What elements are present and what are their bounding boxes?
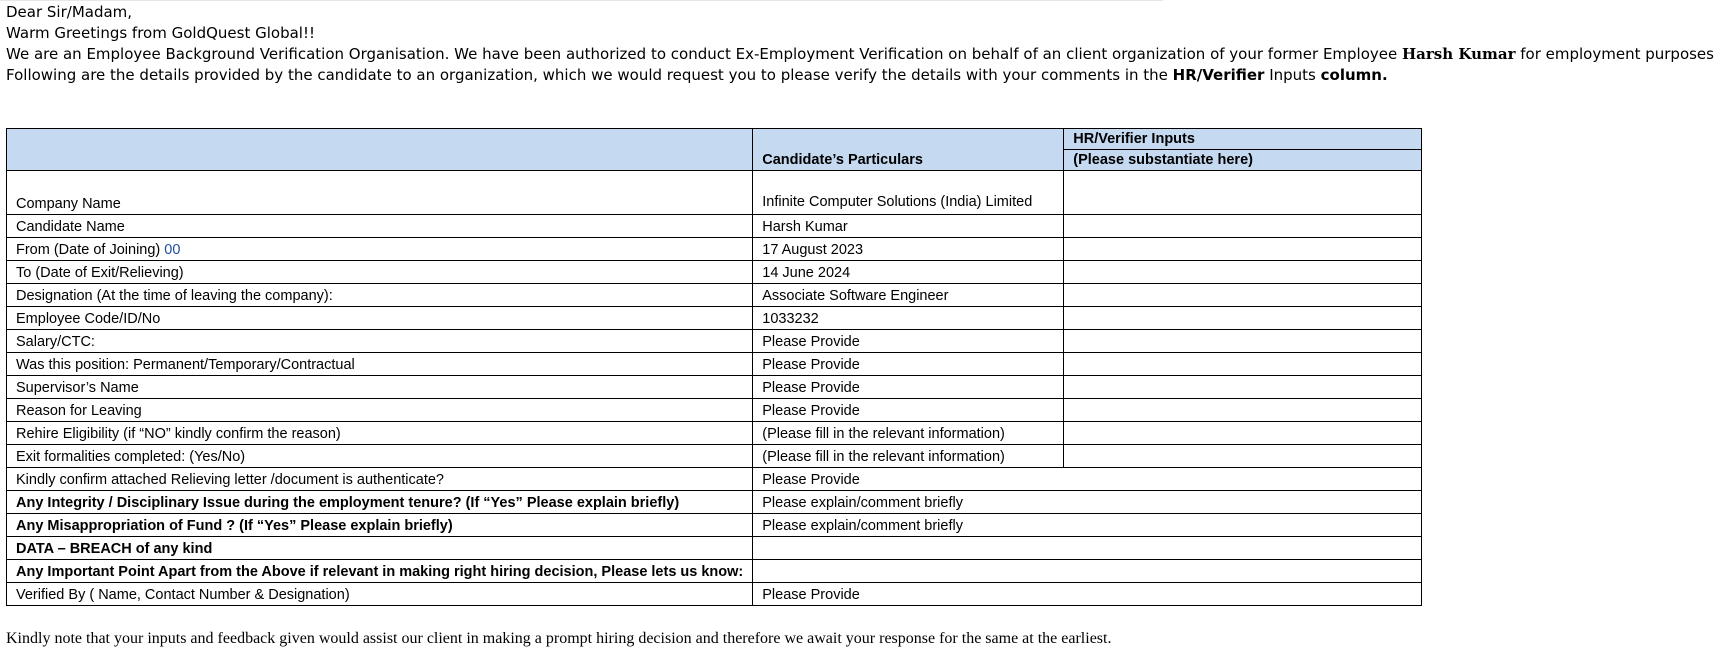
row-hr-input[interactable] xyxy=(1064,353,1422,376)
row-hr-input[interactable] xyxy=(1064,330,1422,353)
row-candidate-value: Please explain/comment briefly xyxy=(753,491,1422,514)
row-label-text: Supervisor’s Name xyxy=(16,380,139,396)
row-label xyxy=(7,468,753,491)
table-row xyxy=(7,491,1422,514)
row-candidate-value: 17 August 2023 xyxy=(753,238,1064,261)
row-candidate-value xyxy=(753,560,1422,583)
row-label xyxy=(7,399,753,422)
header-hr-substantiate: (Please substantiate here) xyxy=(1064,150,1422,171)
row-label xyxy=(7,238,753,261)
row-hr-input[interactable] xyxy=(1064,422,1422,445)
row-label-text: Rehire Eligibility (if “NO” kindly confirm the reason) xyxy=(16,426,341,442)
row-label xyxy=(7,422,753,445)
row-label-text: Employee Code/ID/No xyxy=(16,311,161,327)
table-row xyxy=(7,376,1422,399)
table-row xyxy=(7,445,1422,468)
closing-note: Kindly note that your inputs and feedback given would assist our client in making a prompt hiring decision and therefore we await your response for the same at the earliest. xyxy=(6,630,1112,647)
greeting: Warm Greetings from GoldQuest Global!! xyxy=(6,24,315,42)
para2-column: column. xyxy=(1320,66,1388,84)
table-row xyxy=(7,307,1422,330)
row-label xyxy=(7,445,753,468)
row-candidate-value: Please Provide xyxy=(753,583,1422,606)
para2-text: Following are the details provided by the candidate to an organization, which we would request you to please verify the details with your comments in the xyxy=(6,66,1173,84)
table-row xyxy=(7,330,1422,353)
table-row xyxy=(7,353,1422,376)
intro-paragraph-1 xyxy=(6,44,1714,65)
row-label xyxy=(7,261,753,284)
table-row xyxy=(7,284,1422,307)
table-row xyxy=(7,537,1422,560)
row-label-text: DATA – BREACH of any kind xyxy=(16,541,213,557)
row-candidate-value: (Please fill in the relevant information) xyxy=(753,445,1064,468)
row-label xyxy=(7,537,753,560)
row-label-text: Exit formalities completed: (Yes/No) xyxy=(16,449,246,465)
row-label-text: Any Important Point Apart from the Above if relevant in making right hiring decision, Please lets us know: xyxy=(16,564,744,580)
salutation: Dear Sir/Madam, xyxy=(6,3,133,21)
verification-table xyxy=(6,128,1422,606)
row-hr-input[interactable] xyxy=(1064,399,1422,422)
table-row xyxy=(7,468,1422,491)
table-header-row-1 xyxy=(7,129,1422,150)
row-candidate-value: Harsh Kumar xyxy=(753,215,1064,238)
table-row xyxy=(7,238,1422,261)
row-label xyxy=(7,560,753,583)
row-label xyxy=(7,215,753,238)
row-label-text: Salary/CTC: xyxy=(16,334,95,350)
row-label xyxy=(7,307,753,330)
table-row xyxy=(7,171,1422,215)
row-candidate-value: Please Provide xyxy=(753,330,1064,353)
row-candidate-value: Please Provide xyxy=(753,376,1064,399)
row-label-text: Any Misappropriation of Fund ? (If “Yes” Please explain briefly) xyxy=(16,518,453,534)
row-candidate-value: Please Provide xyxy=(753,353,1064,376)
row-candidate-value xyxy=(753,537,1422,560)
row-label xyxy=(7,353,753,376)
row-label-extra: 00 xyxy=(164,242,181,258)
row-label-text: Reason for Leaving xyxy=(16,403,142,419)
table-row xyxy=(7,399,1422,422)
row-hr-input[interactable] xyxy=(1064,307,1422,330)
row-label-text: To (Date of Exit/Relieving) xyxy=(16,265,184,281)
row-candidate-value: 14 June 2024 xyxy=(753,261,1064,284)
intro-paragraph-2 xyxy=(6,65,1714,86)
row-candidate-value: (Please fill in the relevant information) xyxy=(753,422,1064,445)
row-label xyxy=(7,583,753,606)
row-label-text: Was this position: Permanent/Temporary/Contractual xyxy=(16,357,355,373)
row-label xyxy=(7,376,753,399)
para2-hr: HR/Verifier xyxy=(1172,66,1265,84)
letter-intro xyxy=(6,2,1714,86)
row-label xyxy=(7,330,753,353)
header-candidate-particulars: Candidate’s Particulars xyxy=(753,129,1064,171)
row-candidate-value: Please Provide xyxy=(753,468,1422,491)
row-hr-input[interactable] xyxy=(1064,215,1422,238)
row-label-text: Verified By ( Name, Contact Number & Designation) xyxy=(16,587,350,603)
para1-tail: for employment purposes xyxy=(1515,45,1714,63)
row-hr-input[interactable] xyxy=(1064,261,1422,284)
row-label xyxy=(7,491,753,514)
row-candidate-value: Infinite Computer Solutions (India) Limited xyxy=(753,171,1064,215)
employee-name: Harsh Kumar xyxy=(1402,45,1516,63)
para2-mid: Inputs xyxy=(1264,66,1321,84)
row-candidate-value: Please Provide xyxy=(753,399,1064,422)
table-row xyxy=(7,422,1422,445)
table-row xyxy=(7,514,1422,537)
row-label xyxy=(7,514,753,537)
header-hr-verifier-inputs: HR/Verifier Inputs xyxy=(1064,129,1422,150)
row-label-text: From (Date of Joining) xyxy=(16,242,165,258)
table-row xyxy=(7,261,1422,284)
row-label-text: Company Name xyxy=(16,196,121,212)
row-hr-input[interactable] xyxy=(1064,238,1422,261)
row-hr-input[interactable] xyxy=(1064,376,1422,399)
para1-text: We are an Employee Background Verification Organisation. We have been authorized to conduct Ex-Employment Verification on behalf of an client organization of your former Employee xyxy=(6,45,1402,63)
table-row xyxy=(7,560,1422,583)
row-label-text: Candidate Name xyxy=(16,219,125,235)
row-label-text: Kindly confirm attached Relieving letter /document is authenticate? xyxy=(16,472,444,488)
row-label xyxy=(7,171,753,215)
row-hr-input[interactable] xyxy=(1064,445,1422,468)
header-blank-cell xyxy=(7,129,753,171)
row-candidate-value: Associate Software Engineer xyxy=(753,284,1064,307)
row-hr-input[interactable] xyxy=(1064,171,1422,215)
table-row xyxy=(7,215,1422,238)
row-label xyxy=(7,284,753,307)
row-candidate-value: Please explain/comment briefly xyxy=(753,514,1422,537)
row-candidate-value: 1033232 xyxy=(753,307,1064,330)
table-row xyxy=(7,583,1422,606)
row-label-text: Designation (At the time of leaving the company): xyxy=(16,288,333,304)
top-rule xyxy=(0,0,1163,1)
row-hr-input[interactable] xyxy=(1064,284,1422,307)
row-label-text: Any Integrity / Disciplinary Issue during the employment tenure? (If “Yes” Please explain briefly) xyxy=(16,495,680,511)
